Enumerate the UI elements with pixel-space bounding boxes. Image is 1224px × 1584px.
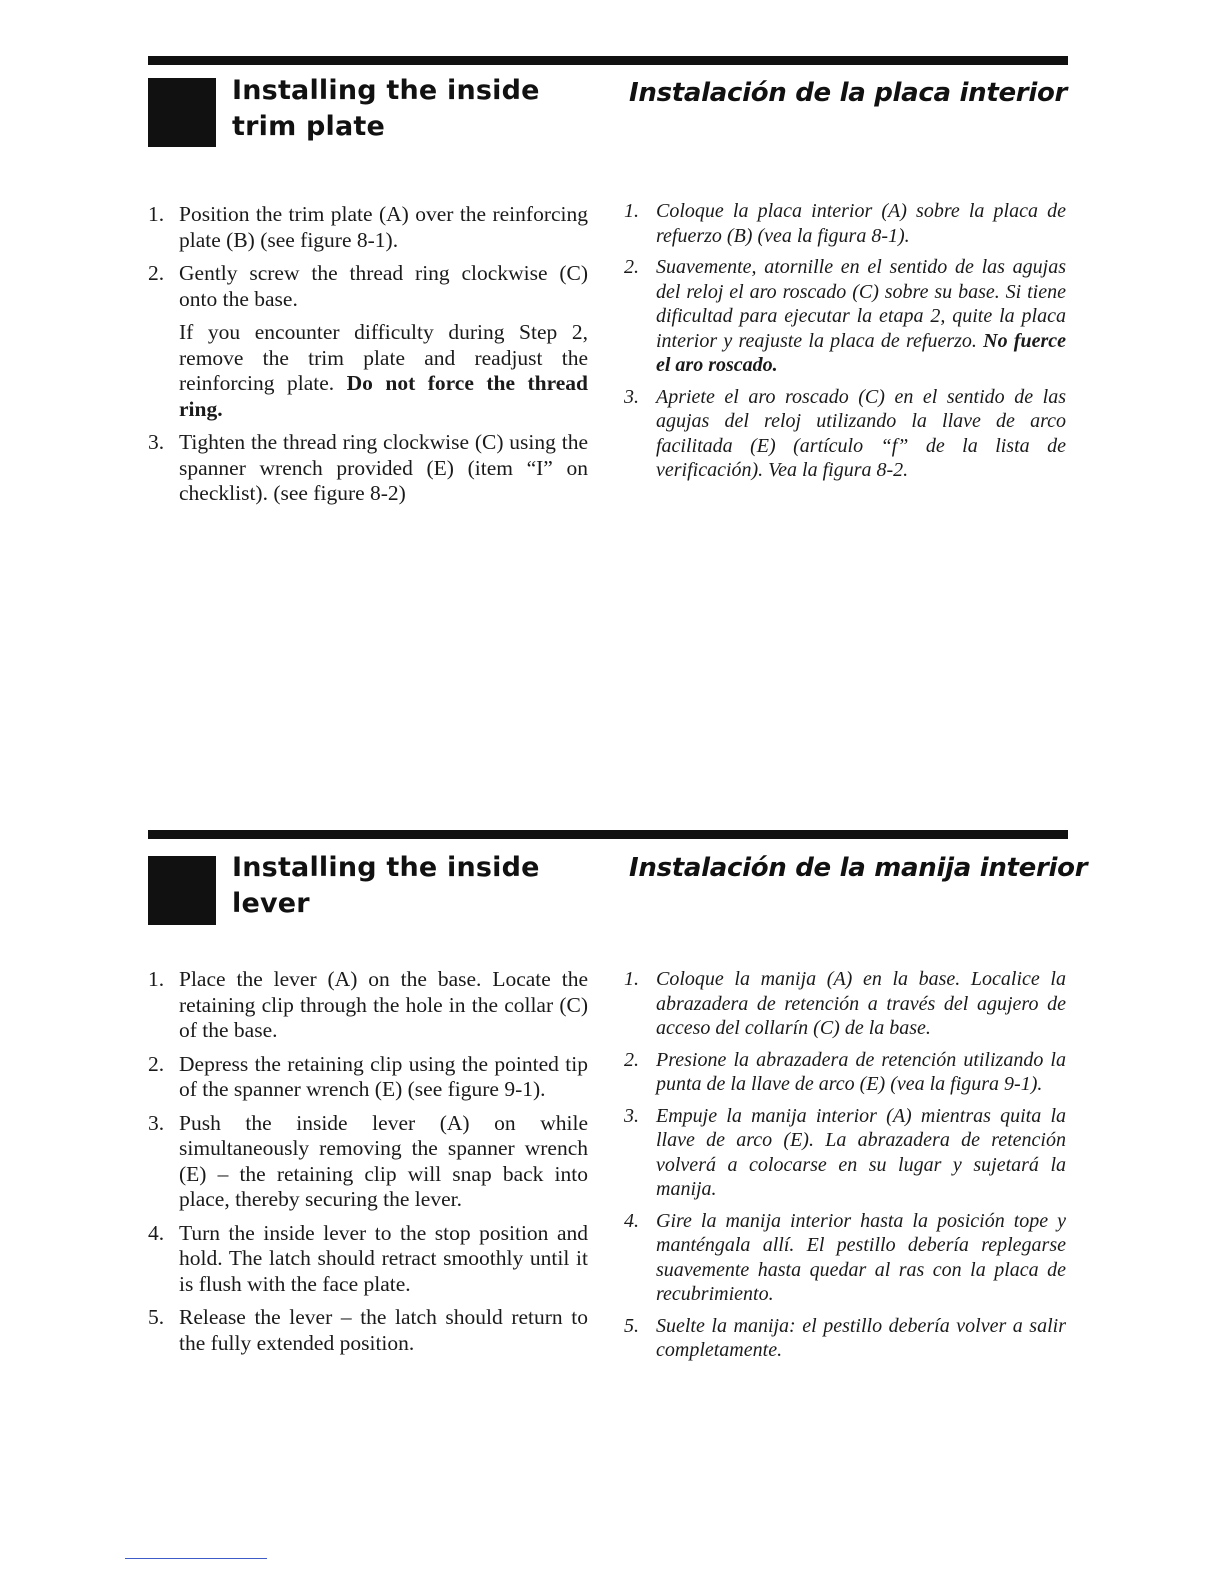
step-text: Coloque la manija (A) en la base. Localice la abrazadera de retención a través del agujero de acceso del collarín (C) de la base. [656, 968, 1066, 1039]
step-number: 2. [148, 1051, 165, 1076]
step-number: 2. [148, 261, 165, 285]
list-item [624, 1209, 1066, 1307]
list-item [148, 1111, 588, 1213]
step-marker-block [148, 856, 216, 925]
step-text: Gently screw the thread ring clockwise (C) onto the base. [179, 261, 588, 311]
list-item [624, 199, 1066, 248]
step-number: 3. [624, 385, 639, 408]
list-item [148, 261, 588, 422]
step-text: Suavemente, atornille en el sentido de las agujas del reloj el aro roscado (C) sobre su base. Si tiene dificultad para ejecutar la etapa 2, quite la placa interior y reajuste la placa de refuerzo. [656, 256, 1066, 352]
step-number: 1. [148, 202, 165, 226]
step-number: 3. [624, 1104, 639, 1127]
section-divider [148, 830, 1068, 839]
list-item [148, 430, 588, 507]
steps-es [624, 199, 1066, 490]
heading-en: Installing the inside trim plate [232, 75, 540, 142]
section-trim-plate [148, 56, 1068, 526]
step-text: Turn the inside lever to the stop position and hold. The latch should retract smoothly until it is flush with the face plate. [179, 1220, 588, 1296]
step-number: 1. [624, 968, 639, 990]
step-number: 1. [624, 200, 639, 222]
list-item [148, 1221, 588, 1298]
list-item [148, 1052, 588, 1103]
step-text: Apriete el aro roscado (C) en el sentido de las agujas del reloj utilizando la llave de arco facilitada (E) (artículo “f” de la lista de verificación). Vea la figura 8-2. [656, 385, 1066, 481]
list-item [624, 1048, 1066, 1097]
step-number: 3. [148, 1110, 165, 1135]
step-number: 4. [148, 1220, 165, 1245]
step-number: 1. [148, 967, 165, 991]
steps-es [624, 967, 1066, 1370]
step-text: Presione la abrazadera de retención utilizando la punta de la llave de arco (E) (vea la figura 9-1). [656, 1048, 1066, 1095]
step-marker-block [148, 78, 216, 147]
step-text: Gire la manija interior hasta la posición tope y manténgala allí. El pestillo debería replegarse suavemente hasta quedar al ras con la placa de recubrimiento. [656, 1209, 1066, 1305]
list-item [148, 1305, 588, 1356]
list-item [624, 1104, 1066, 1202]
step-warning: No fuerce el aro roscado. [656, 329, 1067, 376]
step-number: 5. [624, 1314, 639, 1337]
list-item [624, 967, 1066, 1041]
step-number: 2. [624, 256, 639, 278]
heading-es: Instalación de la manija interior [629, 853, 1088, 883]
list-item [624, 1314, 1066, 1363]
step-number: 3. [148, 430, 165, 454]
list-item [148, 202, 588, 253]
note-text: If you encounter difficulty during Step 2, remove the trim plate and readjust the reinforcing plate. [179, 320, 588, 395]
step-note [179, 320, 588, 422]
section-divider [148, 56, 1068, 65]
step-text: Coloque la placa interior (A) sobre la placa de refuerzo (B) (vea la figura 8-1). [656, 200, 1066, 247]
heading-es: Instalación de la placa interior [629, 78, 1068, 108]
heading-en: Installing the inside lever [232, 852, 540, 919]
step-text: Depress the retaining clip using the pointed tip of the spanner wrench (E) (see figure 9-1). [179, 1051, 588, 1101]
step-text: Push the inside lever (A) on while simultaneously removing the spanner wrench (E) – the retaining clip will snap back into place, thereby securing the lever. [179, 1110, 588, 1211]
step-text: Empuje la manija interior (A) mientras quita la llave de arco (E). La abrazadera de retención volverá a colocarse en su lugar y sujetará la manija. [656, 1104, 1066, 1200]
list-item [624, 255, 1066, 378]
step-text: Tighten the thread ring clockwise (C) using the spanner wrench provided (E) (item “I” on checklist). (see figure 8-2) [179, 430, 588, 505]
note-warning: Do not force the thread ring. [179, 371, 588, 421]
list-item [624, 385, 1066, 483]
step-text: Suelte la manija: el pestillo debería volver a salir completamente. [656, 1314, 1066, 1361]
step-number: 4. [624, 1209, 639, 1232]
step-number: 2. [624, 1048, 639, 1071]
step-text: Place the lever (A) on the base. Locate the retaining clip through the hole in the collar (C) of the base. [179, 967, 588, 1042]
list-item [148, 967, 588, 1044]
footer-rule [125, 1558, 267, 1559]
steps-en [148, 967, 588, 1364]
step-text: Release the lever – the latch should return to the fully extended position. [179, 1305, 588, 1355]
steps-en [148, 202, 588, 515]
step-number: 5. [148, 1305, 165, 1329]
section-inside-lever [148, 830, 1088, 1450]
step-text: Position the trim plate (A) over the reinforcing plate (B) (see figure 8-1). [179, 202, 588, 252]
